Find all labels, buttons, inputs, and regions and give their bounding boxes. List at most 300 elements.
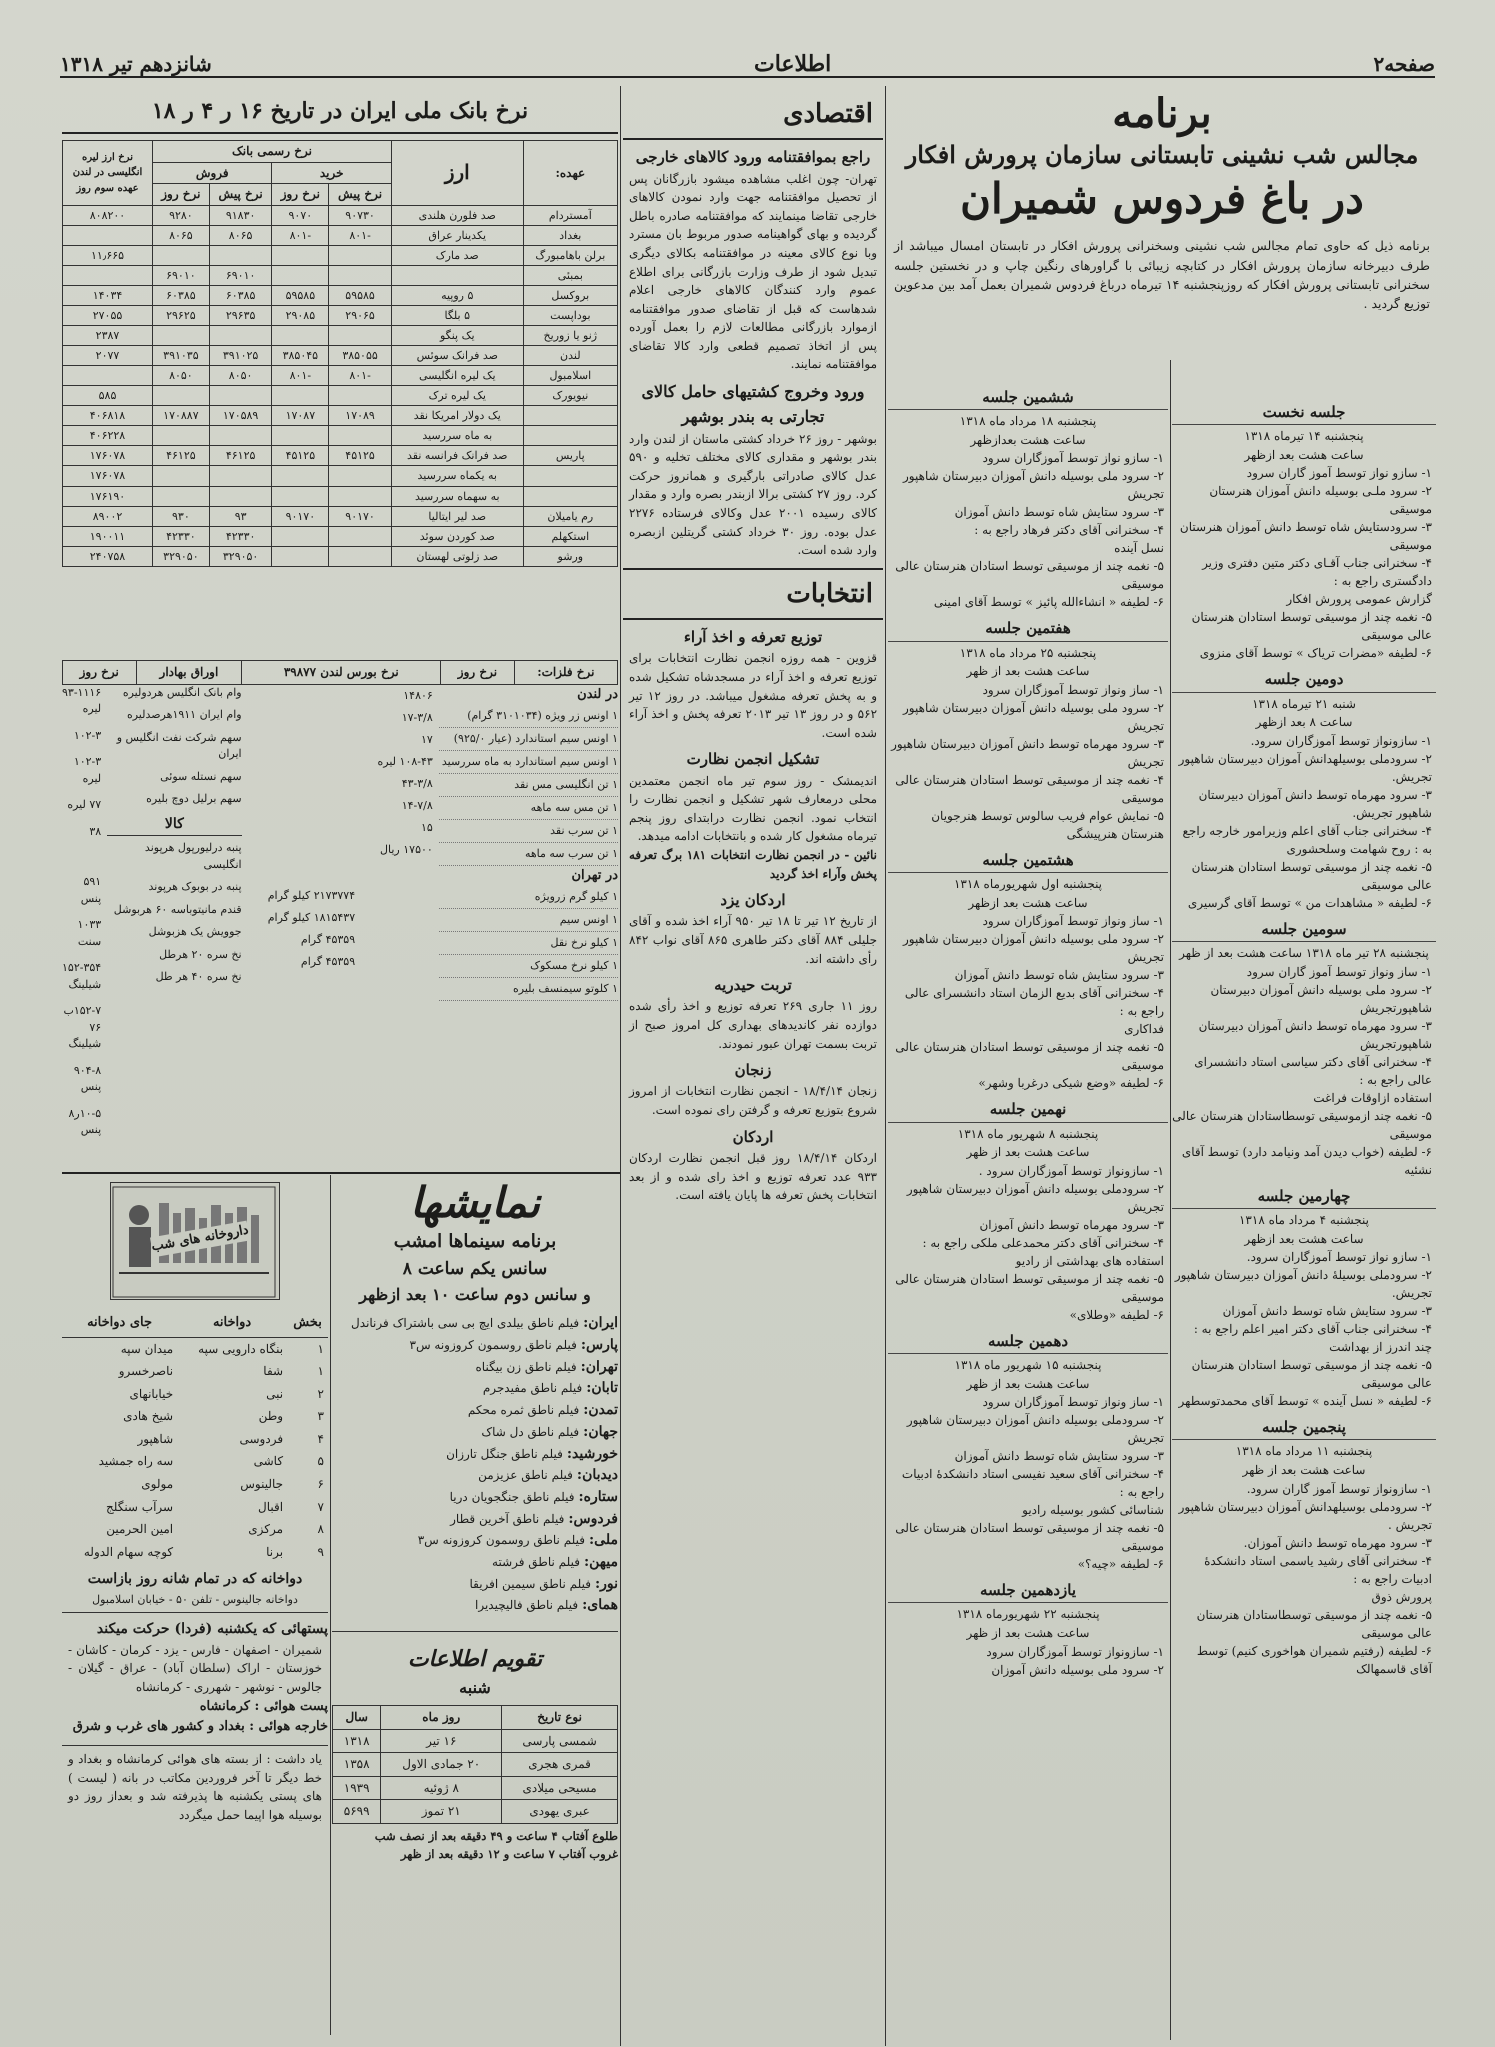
rate-cell-place: اسلامبول	[523, 366, 617, 386]
calendar-table	[332, 1705, 618, 1824]
rate-cell-london: ۲۳۸۷	[63, 326, 153, 346]
session-time: ساعت هشت بعد ازظهر	[1244, 1231, 1364, 1246]
list-item	[332, 1509, 618, 1531]
session-item: شناسائی کشور بوسیله رادیو	[1022, 1503, 1164, 1518]
list-item	[332, 1595, 618, 1617]
session-item: ۶- لطیفه «وضع شیکی درغربا وشهر»	[978, 1076, 1164, 1091]
session-title: سومین جلسه	[1172, 918, 1436, 942]
session-item: ۴- سخنرانی جناب آقای دکتر امیر اعلم راجع به :	[1193, 1322, 1432, 1337]
elections5-text: روز ۱۱ جاری ۲۶۹ تعرفه توزیع و اخذ رأی شده دوازده نفر کاندیدهای بهداری کل امروز صبح از تربت بسمت تهران عبور نمودند.	[629, 999, 878, 1051]
session-item: ۵- نغمه چند از موسیقی توسط استادان هنرستان عالی موسیقی	[895, 1271, 1164, 1304]
rate-cell-buy1: ۹۰۷۳۰	[329, 205, 392, 225]
rate-cell-london: ۱۹۰۰۱۱	[63, 526, 153, 546]
rate-cell-buy2: ۲۹۰۸۵	[272, 306, 329, 326]
cal-cell: ۵۶۹۹	[333, 1800, 381, 1824]
table-row	[63, 225, 618, 245]
session-item: ۶- لطیفه «وطلای»	[1069, 1307, 1164, 1322]
pharm-cell: کاشی	[253, 1454, 284, 1469]
list-item	[332, 1313, 618, 1335]
session-block	[888, 386, 1168, 611]
session-item: ۱- سازونواز توسط آموزگاران سرود	[986, 1644, 1164, 1659]
rate-cell-place: بغداد	[523, 225, 617, 245]
rate-cell-sell2: ۸۰۵۰	[153, 366, 210, 386]
metals-col-rate: نرخ روز	[441, 661, 514, 685]
session-title: جلسه نخست	[1172, 401, 1436, 425]
session-date: پنجشنبه ۲۸ تیر ماه ۱۳۱۸ ساعت هشت بعد از ظهر	[1179, 946, 1429, 961]
table-row	[62, 1383, 328, 1406]
metal-values	[361, 685, 433, 1149]
rate-cell-place	[523, 426, 617, 446]
cal-col-year: سال	[333, 1705, 381, 1729]
pharm-cell: مرکزی	[248, 1522, 284, 1537]
rate-cell-buy1: -۸۰۱	[329, 366, 392, 386]
session-date: پنجشنبه ۱۴ تیرماه ۱۳۱۸	[1244, 429, 1364, 444]
elections6-title: زنجان	[734, 1061, 772, 1080]
rate-cell-sell2: ۸۰۶۵	[153, 225, 210, 245]
rate-cell-buy1: ۴۵۱۲۵	[329, 446, 392, 466]
rate-cell-sell1: ۹۱۸۳۰	[209, 205, 272, 225]
rate-cell-place: ورشو	[523, 546, 617, 566]
rate-cell-currency: صد فلورن هلندی	[391, 205, 523, 225]
session-item: ۲- سرودملی بوسیلهدانش آموزان دبیرستان شاهپور تجریش.	[1178, 751, 1432, 784]
session-item: ۵- نغمه چند از موسیقی توسط استادان هنرستان عالی موسیقی	[895, 1040, 1164, 1073]
session-title: هفتمین جلسه	[888, 617, 1168, 641]
table-row	[63, 446, 618, 466]
col-sell-pish: نرخ پیش	[209, 184, 272, 206]
bank-rates-table	[62, 140, 618, 567]
table-row	[333, 1776, 618, 1800]
goods-weight: ۴۵۳۵۹ گرام	[300, 932, 356, 946]
rate-cell-place: استکهلم	[523, 526, 617, 546]
session-date: پنجشنبه ۱۱ مرداد ماه ۱۳۱۸	[1235, 1444, 1373, 1459]
rate-cell-buy1	[329, 486, 392, 506]
security-value: ۱۰۲-۳	[73, 728, 102, 742]
program-header	[888, 90, 1436, 360]
session-item: ۳- سرود مهرماه توسط دانش آموزان دبیرستان شاهپور تجریش	[891, 736, 1164, 769]
rate-cell-place: بروکسل	[523, 286, 617, 306]
session-item: استفاده های بهداشتی از رادیو	[1015, 1253, 1164, 1268]
rate-cell-sell1: ۶۹۰۱۰	[209, 266, 272, 286]
pharm-cell: نبی	[266, 1386, 284, 1401]
session-block	[888, 617, 1168, 842]
rate-cell-london: ۱۴۰۳۴	[63, 286, 153, 306]
cinema-name: ستاره:	[578, 1488, 618, 1505]
cinema-name: همای:	[582, 1597, 618, 1614]
cinema-name: ایران:	[583, 1315, 618, 1332]
rate-cell-sell1: ۶۰۳۸۵	[209, 286, 272, 306]
cal-cell: عبری یهودی	[502, 1800, 618, 1824]
rate-cell-buy2: ۹۰۷۰	[272, 205, 329, 225]
rate-cell-sell2: ۲۹۶۲۵	[153, 306, 210, 326]
metal-row: ۱ کیلو نرخ مسکوک	[439, 955, 618, 978]
rate-cell-buy2	[272, 386, 329, 406]
economy-section-title: اقتصادی	[623, 90, 883, 140]
session-item: ۵- نغمه چند ازموسیقی توسطاستادان هنرستان عالی موسیقی	[1172, 1108, 1432, 1141]
security-row: سهم برلیل دوچ بلیره	[146, 792, 242, 806]
pharm-col-region: بخش	[287, 1310, 328, 1337]
post-footer-note: یاد داشت : از بسته های هوائی کرمانشاه و بغداد و خط دیگر تا آخر فروردین مکاتب در بانه ( لیست ) های پستی یکشنبه ها پذیرفته شد و بعداز روز دو بوسیله هوا اپیما حمل میگردد	[62, 1745, 328, 1824]
post-list: شمیران - اصفهان - فارس - یزد - کرمان - کاشان - خوزستان - اراک (سلطان آباد) - عراق - گیلان - جالوس - نوشهر - شهرری - کرمانشاه	[68, 1642, 322, 1695]
cinema-film: فیلم ناطق زن بیگناه	[475, 1359, 577, 1374]
session-item: ۲- سرودملی بوسیله دانش آموزان دبیرستان شاهپور تجریش	[906, 1181, 1164, 1214]
security-row: وام بانک انگلیس هردولیره	[122, 685, 242, 699]
cinema-film: فیلم ناطق بیلدی ایچ بی سی باشتراک فرناندل	[351, 1316, 580, 1331]
cinema-name: جهان:	[583, 1423, 618, 1440]
pharm-col-place: جای دواخانه	[62, 1310, 177, 1337]
metal-row: ۱ تن مس سه ماهه	[439, 797, 618, 820]
rate-cell-sell1	[209, 386, 272, 406]
cal-cell: ۱۹۳۹	[333, 1776, 381, 1800]
table-row	[333, 1800, 618, 1824]
rate-cell-london: ۲۴۰۷۵۸	[63, 546, 153, 566]
session-item: پرورش ذوق	[1371, 1589, 1432, 1604]
security-row: سهم شرکت نفت انگلیس و ایران	[116, 730, 242, 761]
cinema-film: فیلم ناطق جنگل تارزان	[446, 1446, 563, 1461]
cinema-session1: سانس یکم ساعت ۸	[402, 1259, 548, 1280]
rate-cell-buy1	[329, 245, 392, 265]
cinema-film: فیلم ناطق جنگجویان دریا	[449, 1489, 575, 1504]
table-row	[63, 526, 618, 546]
rate-cell-buy2: ۱۷۰۸۷	[272, 406, 329, 426]
rate-cell-london: ۸۹۰۰۲	[63, 506, 153, 526]
pharm-cell: ۶	[317, 1477, 324, 1492]
rate-cell-buy1: -۸۰۱	[329, 225, 392, 245]
cal-cell: شمسی پارسی	[502, 1729, 618, 1753]
goods-weight: ۴۵۳۵۹ گرام	[300, 954, 356, 968]
list-item	[332, 1530, 618, 1552]
session-title: دهمین جلسه	[888, 1330, 1168, 1354]
foreign-post: خارجه هوائی : بغداد و کشور های غرب و شرق	[72, 1718, 328, 1734]
metal-value: ۱۷۵۰۰ ریال	[380, 842, 433, 856]
calendar-weekday: شنبه	[459, 1678, 491, 1698]
session-item: ۴- سخنرانی آقای رشید یاسمی استاد دانشکدهٔ ادبیات راجع به :	[1204, 1553, 1432, 1586]
pharm-cell: ۸	[317, 1522, 324, 1537]
session-title: چهارمین جلسه	[1172, 1185, 1436, 1209]
pharm-cell: ۱	[317, 1364, 324, 1379]
elections4-text: از تاریخ ۱۲ تیر تا ۱۸ تیر ۹۵۰ آراء اخذ شده و آقای جلیلی ۸۸۴ آقای دکتر طاهری ۸۶۵ آقای نواب ۸۴۲ رأی داشته اند.	[629, 914, 877, 966]
session-item: ۶- لطیفه (رفتیم شمیران هواخوری کنیم) توسط آقای قاسمهالک	[1196, 1643, 1432, 1676]
list-item	[332, 1422, 618, 1444]
rate-cell-london: ۴۰۶۸۱۸	[63, 406, 153, 426]
rate-cell-currency: صد لیر ایتالیا	[391, 506, 523, 526]
table-row	[63, 245, 618, 265]
session-time: ساعت ۸ بعد ازظهر	[1255, 715, 1353, 730]
rate-cell-london: ۸۰۸۲۰۰	[63, 205, 153, 225]
cinema-name: فردوس:	[568, 1510, 618, 1527]
rate-cell-currency: ۵ روپیه	[391, 286, 523, 306]
securities-values	[62, 685, 101, 1149]
cinema-name: نور:	[594, 1575, 618, 1592]
security-value: ۷۷ لیره	[67, 798, 102, 812]
metals-col-bourse: نرخ بورس لندن ۳۹۸۷۷	[242, 661, 441, 685]
metal-row: ۱ اونس سیم استاندارد (عیار ۹۲۵/۰)	[439, 728, 618, 751]
rate-cell-currency: یک لیره ترک	[391, 386, 523, 406]
metals-section	[62, 660, 618, 1170]
goods-row: قندم مانیتوباسه ۶۰ هربوشل	[113, 902, 242, 916]
tehran-label: در تهران	[571, 867, 618, 883]
page-number: صفحه۲	[1373, 52, 1435, 76]
metal-row: ۱ تن سرب سه ماهه	[439, 843, 618, 866]
elections-section-title: انتخابات	[623, 568, 883, 620]
rate-cell-sell1: ۴۶۱۲۵	[209, 446, 272, 466]
pharm-cell: امین الحرمین	[106, 1522, 174, 1537]
col-sell-rooz: نرخ روز	[153, 184, 210, 206]
rate-cell-place: بوداپست	[523, 306, 617, 326]
session-item: ۲- سرود ملی بوسیله دانش آموزان	[991, 1662, 1164, 1677]
cinema-name: ملی:	[589, 1532, 618, 1549]
table-row	[63, 326, 618, 346]
bank-rates	[62, 90, 618, 660]
goods-row: جوویش یک هزبوشل	[148, 925, 242, 939]
pharm-cell: ۹	[317, 1544, 324, 1559]
pharm-cell: شاهپور	[137, 1431, 174, 1446]
program-title: برنامه	[1112, 90, 1212, 137]
session-time: ساعت هشت بعد ازظهر	[968, 895, 1088, 910]
rate-cell-london: ۱۷۶۰۷۸	[63, 466, 153, 486]
session-item: ۵- نغمه چند از موسیقی توسط استادان هنرستان عالی موسیقی	[1191, 1358, 1432, 1391]
metal-row: ۱ کیلو گرم زرویژه	[439, 886, 618, 909]
session-item: ۱- ساز ونواز توسط آموز گاران سرود	[1246, 964, 1432, 979]
sunrise: طلوع آفتاب ۴ ساعت و ۴۹ دقیقه بعد از نصف شب	[374, 1828, 618, 1843]
rate-cell-sell2	[153, 426, 210, 446]
session-item: ۳- سرود مهرماه توسط دانش آموزان.	[1243, 1535, 1432, 1550]
session-block	[1172, 918, 1436, 1179]
rate-cell-place: ژنو یا زوریخ	[523, 326, 617, 346]
session-date: پنجشنبه ۱۵ شهریور ماه ۱۳۱۸	[954, 1358, 1102, 1372]
session-item: ۵- نغمه چند از موسیقی توسطاستادان هنرستان عالی موسیقی	[1196, 1607, 1432, 1640]
cinema-film: فیلم ناطق روسمون کروزونه س۳	[409, 1338, 577, 1353]
cinema-film: فیلم ناطق فالیچیدیرا	[474, 1598, 579, 1613]
cinema-session2: و سانس دوم ساعت ۱۰ بعد ازظهر	[359, 1284, 591, 1304]
cinema-film: فیلم ناطق عزیزمن	[478, 1468, 573, 1483]
col-pound: نرخ ارز لیره انگلیسی در لندن عهده سوم روز	[63, 141, 153, 206]
cinema-name: تهران:	[580, 1358, 618, 1375]
session-item: ۶- لطیفه « انشاءالله پائیز » توسط آقای امینی	[933, 595, 1164, 610]
pharm-cell: شیخ هادی	[123, 1409, 174, 1424]
cinema-film: فیلم ناطق سیمین افریقا	[469, 1576, 591, 1591]
rate-cell-london: ۲۷۰۵۵	[63, 306, 153, 326]
session-block	[1172, 668, 1436, 911]
rate-cell-buy1	[329, 426, 392, 446]
rate-cell-london: ۱۷۶۰۷۸	[63, 446, 153, 466]
session-item: ۴- سخنرانی آقای دکتر محمدعلی ملکی راجع به :	[922, 1235, 1164, 1250]
rate-cell-currency: صد فرانک فرانسه نقد	[391, 446, 523, 466]
table-row	[63, 466, 618, 486]
air-post: پست هوائی : کرمانشاه	[199, 1698, 328, 1714]
newspaper-name: اطلاعات	[753, 51, 832, 77]
cal-cell: ۱۶ تیر	[381, 1729, 502, 1753]
pharm-cell: سرآب سنگلج	[105, 1499, 174, 1514]
metal-row: ۱ تن انگلیسی مس نقد	[439, 774, 618, 797]
rate-cell-buy1: ۲۹۰۶۵	[329, 306, 392, 326]
metal-row: ۱ کیلو نرخ نقل	[439, 932, 618, 955]
pharmacy-table	[62, 1310, 328, 1563]
table-row	[333, 1753, 618, 1777]
session-time: ساعت هشت بعد ازظهر	[1244, 447, 1364, 462]
list-item	[332, 1444, 618, 1466]
session-item: ۱- سازونواز توسط آموزگاران سرود.	[1250, 733, 1432, 748]
goods-value: ۱۰۳۳ سنت	[77, 918, 102, 948]
column-divider	[1170, 360, 1171, 2040]
session-item: ۱- سازونواز توسط آموزگاران سرود .	[978, 1163, 1164, 1178]
session-item: ۴- سخنرانی جناب آقای اعلم وزیرامور خارجه راجع به : روح شهامت وسلحشوری	[1182, 823, 1432, 856]
table-row	[62, 1337, 328, 1360]
rate-cell-sell2: ۱۷۰۸۸۷	[153, 406, 210, 426]
rate-cell-buy1	[329, 546, 392, 566]
cinema-name: دیدبان:	[576, 1467, 618, 1484]
session-item: ۳- سرود مهرماه توسط دانش آموزان	[979, 1217, 1164, 1232]
session-item: ۴- نغمه چند از موسیقی توسط استادان هنرستان عالی موسیقی	[895, 772, 1164, 805]
rate-cell-buy2: ۳۸۵۰۴۵	[272, 346, 329, 366]
rate-cell-buy2	[272, 486, 329, 506]
rate-cell-currency: به سهماه سررسید	[391, 486, 523, 506]
rate-cell-place: لندن	[523, 346, 617, 366]
elections2-text: اندیمشک - روز سوم تیر ماه انجمن معتمدین محلی درمعارف شهر تشکیل و انجمن نظارت را انتخاب نمود. انجمن نظارت درابتدای روز پنجم تیرماه مشغول کار شده و بانتخابات ادامه میدهد.	[629, 773, 877, 844]
session-date: پنجشنبه ۲۲ شهریورماه ۱۳۱۸	[956, 1607, 1100, 1622]
cal-cell: ۱۳۱۸	[333, 1729, 381, 1753]
rate-cell-place: پاریس	[523, 446, 617, 466]
column-divider	[330, 1175, 331, 2035]
rate-cell-sell2: ۹۲۸۰	[153, 205, 210, 225]
pharmacy-sign: داروخانه های شب	[150, 1221, 250, 1258]
goods-value: ۱۵۲-۳۵۴ شیلینگ	[62, 961, 102, 991]
rate-cell-sell1: ۴۲۳۳۰	[209, 526, 272, 546]
sessions-left-column	[888, 380, 1168, 2040]
rate-cell-buy1: ۹۰۱۷۰	[329, 506, 392, 526]
rate-cell-sell1	[209, 486, 272, 506]
pharm-cell: جالینوس	[240, 1477, 284, 1492]
goods-row: نخ سره ۴۰ هر طل	[155, 970, 242, 984]
elections-text: قزوین - همه روزه انجمن نظارت انتخابات برای توزیع تعرفه و اخذ آراء در مسجدشاه تشکیل شده و به پخش تعرفه مشغول میباشد. در روز ۱۲ تیر ۵۶۲ و در روز ۱۳ تیر ۲۰۱۳ تعرفه پخش و اخذ آراء شده است.	[629, 651, 878, 740]
session-item: ۱- ساز ونواز توسط آموزگاران سرود	[982, 1395, 1164, 1410]
elections2-title: تشکیل انجمن نظارت	[686, 750, 820, 769]
session-item: ۵- نغمه چند از موسیقی توسط استادان هنرستان عالی موسیقی	[895, 559, 1164, 592]
goods-weight: ۱۸۱۵۴۳۷ کیلو گرام	[267, 910, 356, 924]
news-imports-text: تهران- چون اغلب مشاهده میشود بازرگانان پس از تحصیل موافقتنامه جهت وارد نمودن کالاهای خارجی تقاضا مینمایند که موافقتنامه صادره باطل گردیده و بهای گواهینامه صدور مربوط بان مسترد وبا نوع کالای معینه در موافقتنامه بکالای دیگری تبدیل شود از طرف وزارت بازرگانی برای اطلاع عموم وارد کنندگان کالاهای خارجی اعلام شدهاست که قبل از تقاضای صدور موافقتنامه ازموارد بازرگانی مطالعات لازم را بعمل آورده پس از اتخاذ تصمیم قطعی وارد کالا تقاضای موافقتنامه نمایند.	[629, 171, 877, 372]
table-row	[63, 205, 618, 225]
session-item: ۴- سخنرانی آقای دکتر سیاسی استاد دانشسرای عالی راجع به :	[1194, 1054, 1432, 1087]
rate-cell-sell1: ۸۰۵۰	[209, 366, 272, 386]
rate-cell-place: نیویورک	[523, 386, 617, 406]
session-title: هشتمین جلسه	[888, 849, 1168, 873]
table-row	[62, 1541, 328, 1564]
pharmacist-illustration-icon	[110, 1182, 280, 1300]
metal-row: ۱ اونس سیم استاندارد به ماه سررسید	[439, 751, 618, 774]
list-item	[332, 1487, 618, 1509]
goods-row: نخ سره ۲۰ هرطل	[159, 947, 242, 961]
cal-col-day: روز ماه	[381, 1705, 502, 1729]
rate-cell-buy1: ۱۷۰۸۹	[329, 406, 392, 426]
table-row	[62, 1496, 328, 1519]
metal-value: ۱۰۸-۴۳ لیره	[377, 754, 433, 768]
session-item: ۴- سخنرانی آقای بدیع الزمان استاد دانشسرای عالی راجع به :	[904, 986, 1164, 1019]
post-title: پستهائی که یکشنبه (فردا) حرکت میکند	[96, 1621, 328, 1638]
metal-value: ۱۴-۷/۸	[401, 798, 433, 812]
rate-cell-buy2	[272, 426, 329, 446]
list-item	[332, 1552, 618, 1574]
metals-col-name: نرخ فلزات:	[514, 661, 617, 685]
table-row	[62, 1473, 328, 1496]
pharm-cell: فردوسی	[239, 1431, 284, 1446]
rate-cell-london	[63, 366, 153, 386]
security-value: ۱۰۲-۳ لیره	[73, 755, 102, 785]
table-row	[62, 1360, 328, 1383]
session-item: ۱- سازو نواز توسط آموزگاران سرود	[982, 451, 1164, 466]
session-date: پنجشنبه ۱۸ مرداد ماه ۱۳۱۸	[959, 414, 1097, 429]
cinema-section-title: نمایشها	[409, 1178, 541, 1227]
rate-cell-buy2	[272, 466, 329, 486]
session-item: ۵- نمایش عوام فریب سالوس توسط هنرجویان هنرستان هنرپیشگی	[931, 808, 1164, 841]
program-subtitle: مجالس شب نشینی تابستانی سازمان پرورش افکار	[905, 140, 1419, 169]
session-item: چند اندرز از بهداشت	[1329, 1340, 1432, 1355]
rate-cell-sell2: ۹۳۰	[153, 506, 210, 526]
rate-cell-london: ۲۰۷۷	[63, 346, 153, 366]
metals-table	[62, 660, 618, 685]
pharm-cell: ۴	[317, 1431, 324, 1446]
column-divider	[620, 86, 621, 2046]
rate-cell-place	[523, 466, 617, 486]
rate-cell-buy2: -۸۰۱	[272, 225, 329, 245]
rate-cell-currency: به ماه سررسید	[391, 426, 523, 446]
london-label: در لندن	[577, 686, 618, 702]
session-item: ۵- نغمه چند از موسیقی توسط استادان هنرستان عالی موسیقی	[895, 1521, 1164, 1554]
pharm-cell: ناصرخسرو	[118, 1364, 174, 1379]
cinema-film: فیلم ناطق دل شاک	[481, 1424, 580, 1439]
cinema-film: فیلم ناطق فرشته	[492, 1554, 580, 1569]
pharm-cell: میدان سپه	[120, 1341, 174, 1356]
session-item: فداکاری	[1124, 1022, 1164, 1037]
metal-row: ۱ اونس زر ویژه (۳۱۰۱۰۳۴ گرام)	[439, 705, 618, 728]
rate-cell-sell2: ۶۹۰۱۰	[153, 266, 210, 286]
rate-cell-sell2: ۳۹۱۰۳۵	[153, 346, 210, 366]
session-item: ۲- سرودملی بوسیلهدانش آموزان دبیرستان شاهپور تجریش .	[1178, 1499, 1432, 1532]
cinema-film: فیلم ناطق روسمون کروزونه س۳	[417, 1533, 586, 1548]
pharm-cell: شفا	[263, 1364, 284, 1379]
rate-cell-sell1: ۳۲۹۰۵۰	[209, 546, 272, 566]
security-row: سهم نستله سوئی	[160, 769, 242, 783]
rate-cell-place	[523, 486, 617, 506]
pharm-cell: خیابانهای	[129, 1386, 174, 1401]
news-ships-text: بوشهر - روز ۲۶ خرداد کشتی ماستان از لندن وارد بندر بوشهر و مقداری کالای مختلف تخلیه و ۵۹۰ عدل کالای صادراتی بارگیری و همانروز حرکت کرد. روز ۲۷ کشتی برالا ازبندر بصره وارد و مقدار کالای رسیده ۲۰۰۱ عدل وکالای فرستاده ۲۲۷۶ عدل بوده. روز ۳۰ خرداد کشتی گریتلین ازبصره وارد شده است.	[629, 431, 878, 558]
elections7-title: اردکان	[732, 1127, 774, 1146]
goods-value: ۱۵۲-۷ب ۷۶ شیلینگ	[63, 1004, 102, 1051]
metal-value: ۱۷-۳/۸	[401, 710, 433, 724]
session-block	[888, 1579, 1168, 1678]
rate-cell-place: رم یامیلان	[523, 506, 617, 526]
session-item: ۳- سرود ستایش شاه توسط دانش آموزان	[954, 1449, 1164, 1464]
session-title: نهمین جلسه	[888, 1098, 1168, 1122]
rate-cell-sell1: ۹۳	[209, 506, 272, 526]
rate-cell-sell2	[153, 245, 210, 265]
rate-cell-london: ۱۷۶۱۹۰	[63, 486, 153, 506]
session-title: پنجمین جلسه	[1172, 1416, 1436, 1440]
table-row	[333, 1729, 618, 1753]
rate-cell-place: بمبئی	[523, 266, 617, 286]
elections-sub: توزیع تعرفه و اخذ آراء	[683, 628, 823, 647]
session-item: ۲- سرود ملی بوسیله دانش آموزان دبیرستان شاهپور تجریش	[903, 932, 1164, 965]
pharmacy-section	[62, 1178, 328, 2038]
page-header	[60, 52, 1435, 78]
goods-value: ۵۹۱ پنس	[80, 875, 102, 905]
cal-cell: مسیحی میلادی	[502, 1776, 618, 1800]
table-row	[62, 1405, 328, 1428]
table-row	[62, 1518, 328, 1541]
rate-cell-buy1: ۵۹۵۸۵	[329, 286, 392, 306]
rate-cell-london: ۴۰۶۲۲۸	[63, 426, 153, 446]
session-time: ساعت هشت بعد از ظهر	[966, 1626, 1090, 1641]
rate-cell-buy1	[329, 266, 392, 286]
rate-cell-buy2	[272, 526, 329, 546]
